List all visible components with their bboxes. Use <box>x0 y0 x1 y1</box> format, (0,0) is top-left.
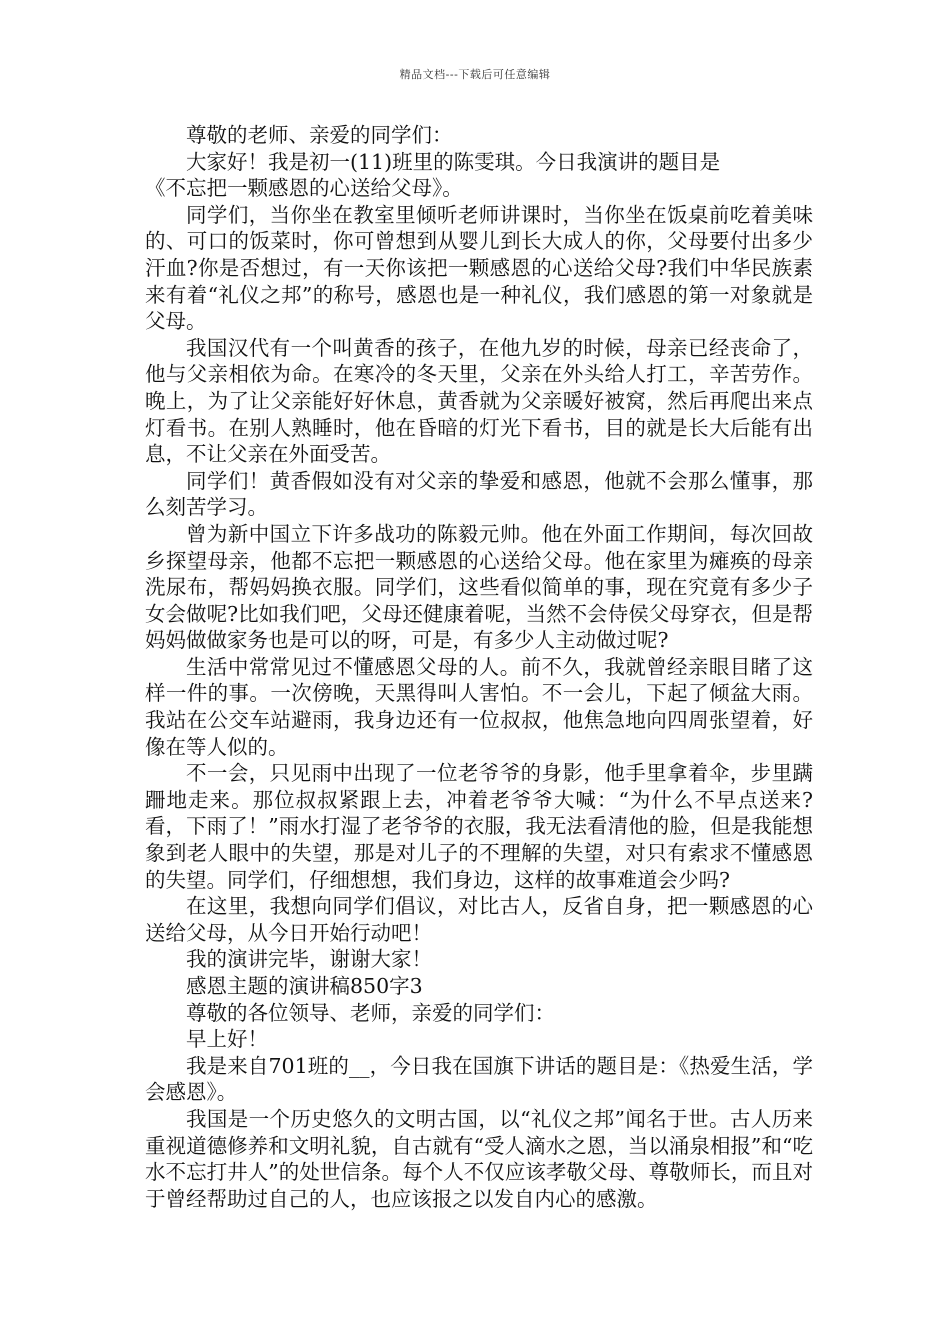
speech-title-line: 《不忘把一颗感恩的心送给父母》。 <box>145 176 463 201</box>
body-paragraph: 同学们，当你坐在教室里倾听老师讲课时，当你坐在饭桌前吃着美味的、可口的饭菜时，你可曾想到从婴儿到长大成人的你，父母要付出多少汗血?你是否想过，有一天你该把一颗感恩的心送给父母?我们中华民族素来有着“礼仪之邦”的称号，感恩也是一种礼仪，我们感恩的第一对象就是父母。 <box>145 202 813 334</box>
body-paragraph: 同学们！黄香假如没有对父亲的挚爱和感恩，他就不会那么懂事，那么刻苦学习。 <box>145 468 813 520</box>
closing-line: 我的演讲完毕，谢谢大家！ <box>186 947 432 972</box>
page-header: 精品文档---下载后可任意编辑 <box>399 68 551 81</box>
body-paragraph: 我国是一个历史悠久的文明古国，以“礼仪之邦”闻名于世。古人历来重视道德修养和文明礼貌，自古就有“受人滴水之恩，当以涌泉相报”和“吃水不忘打井人”的处世信条。每个人不仅应该孝敬父母、尊敬师长，而且对于曾经帮助过自己的人，也应该报之以发自内心的感激。 <box>145 1106 813 1211</box>
intro-line: 大家好！我是初一(11)班里的陈雯琪。今日我演讲的题目是 <box>186 149 721 174</box>
body-paragraph: 不一会，只见雨中出现了一位老爷爷的身影，他手里拿着伞，步里蹒跚地走来。那位叔叔紧跟上去，冲着老爷爷大喊：“为什么不早点送来?看，下雨了！”雨水打湿了老爷爷的衣服，我无法看清他的脸，但是我能想象到老人眼中的失望，那是对儿子的不理解的失望，对只有索求不懂感恩的失望。同学们，仔细想想，我们身边，这样的故事难道会少吗? <box>145 761 813 892</box>
body-paragraph: 我是来自701班的__，今日我在国旗下讲话的题目是：《热爱生活，学会感恩》。 <box>145 1053 813 1105</box>
body-paragraph: 在这里，我想向同学们倡议，对比古人，反省自身，把一颗感恩的心送给父母，从今日开始行动吧！ <box>145 894 813 945</box>
body-paragraph: 曾为新中国立下许多战功的陈毅元帅。他在外面工作期间，每次回故乡探望母亲，他都不忘把一颗感恩的心送给父母。他在家里为瘫痪的母亲洗尿布，帮妈妈换衣服。同学们，这些看似简单的事，现在究竟有多少子女会做呢?比如我们吧，父母还健康着呢，当然不会侍侯父母穿衣，但是帮妈妈做做家务也是可以的呀，可是，有多少人主动做过呢? <box>145 521 813 653</box>
document-body <box>145 122 813 1212</box>
body-paragraph: 生活中常常见过不懂感恩父母的人。前不久，我就曾经亲眼目睹了这样一件的事。一次傍晚，天黑得叫人害怕。不一会儿，下起了倾盆大雨。我站在公交车站避雨，我身边还有一位叔叔，他焦急地向四周张望着，好像在等人似的。 <box>145 654 813 759</box>
section-heading: 感恩主题的演讲稿850字3 <box>186 974 423 998</box>
body-paragraph: 我国汉代有一个叫黄香的孩子，在他九岁的时候，母亲已经丧命了，他与父亲相依为命。在寒冷的冬天里，父亲在外头给人打工，辛苦劳作。晚上，为了让父亲能好好休息，黄香就为父亲暖好被窝，然后再爬出来点灯看书。在别人熟睡时，他在昏暗的灯光下看书，目的就是长大后能有出息，不让父亲在外面受苦。 <box>145 335 813 467</box>
greeting-line: 早上好！ <box>186 1027 268 1052</box>
salutation: 尊敬的各位领导、老师，亲爱的同学们： <box>186 1000 555 1025</box>
salutation: 尊敬的老师、亲爱的同学们： <box>186 123 453 147</box>
